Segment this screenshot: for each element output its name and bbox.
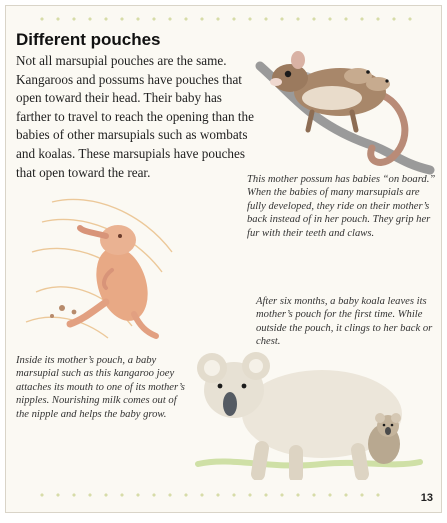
kangaroo-joey-illustration — [22, 192, 182, 342]
joey-caption: Inside its mother’s pouch, a baby marsupial such as this kangaroo joey attaches its mouth to one of its mother’s nipples. Nourishing milk comes out of the nipple and helps the baby grow. — [16, 355, 185, 420]
page-number: 13 — [420, 492, 433, 504]
koala-illustration — [192, 352, 424, 480]
book-page — [5, 5, 442, 513]
dotted-border-bottom — [34, 492, 391, 498]
dotted-border-top — [34, 16, 423, 22]
intro-paragraph: Not all marsupial pouches are the same. Kangaroos and possums have pouches that open toward their head. Their baby has farther to travel to reach the opening than the babies of other marsupials such as wombats and koalas. These marsupials have pouches that open toward the rear. — [16, 53, 255, 180]
koala-caption: After six months, a baby koala leaves its mother’s pouch for the first time. While outside the pouch, it clings to her back or chest. — [256, 296, 433, 348]
possum-caption: This mother possum has babies “on board.” When the babies of many marsupials are fully developed, they ride on their mother’s back instead of in her pouch. They grip her fur with their teeth and claws. — [247, 174, 436, 239]
possum-illustration — [254, 36, 436, 176]
page-heading: Different pouches — [16, 30, 161, 49]
